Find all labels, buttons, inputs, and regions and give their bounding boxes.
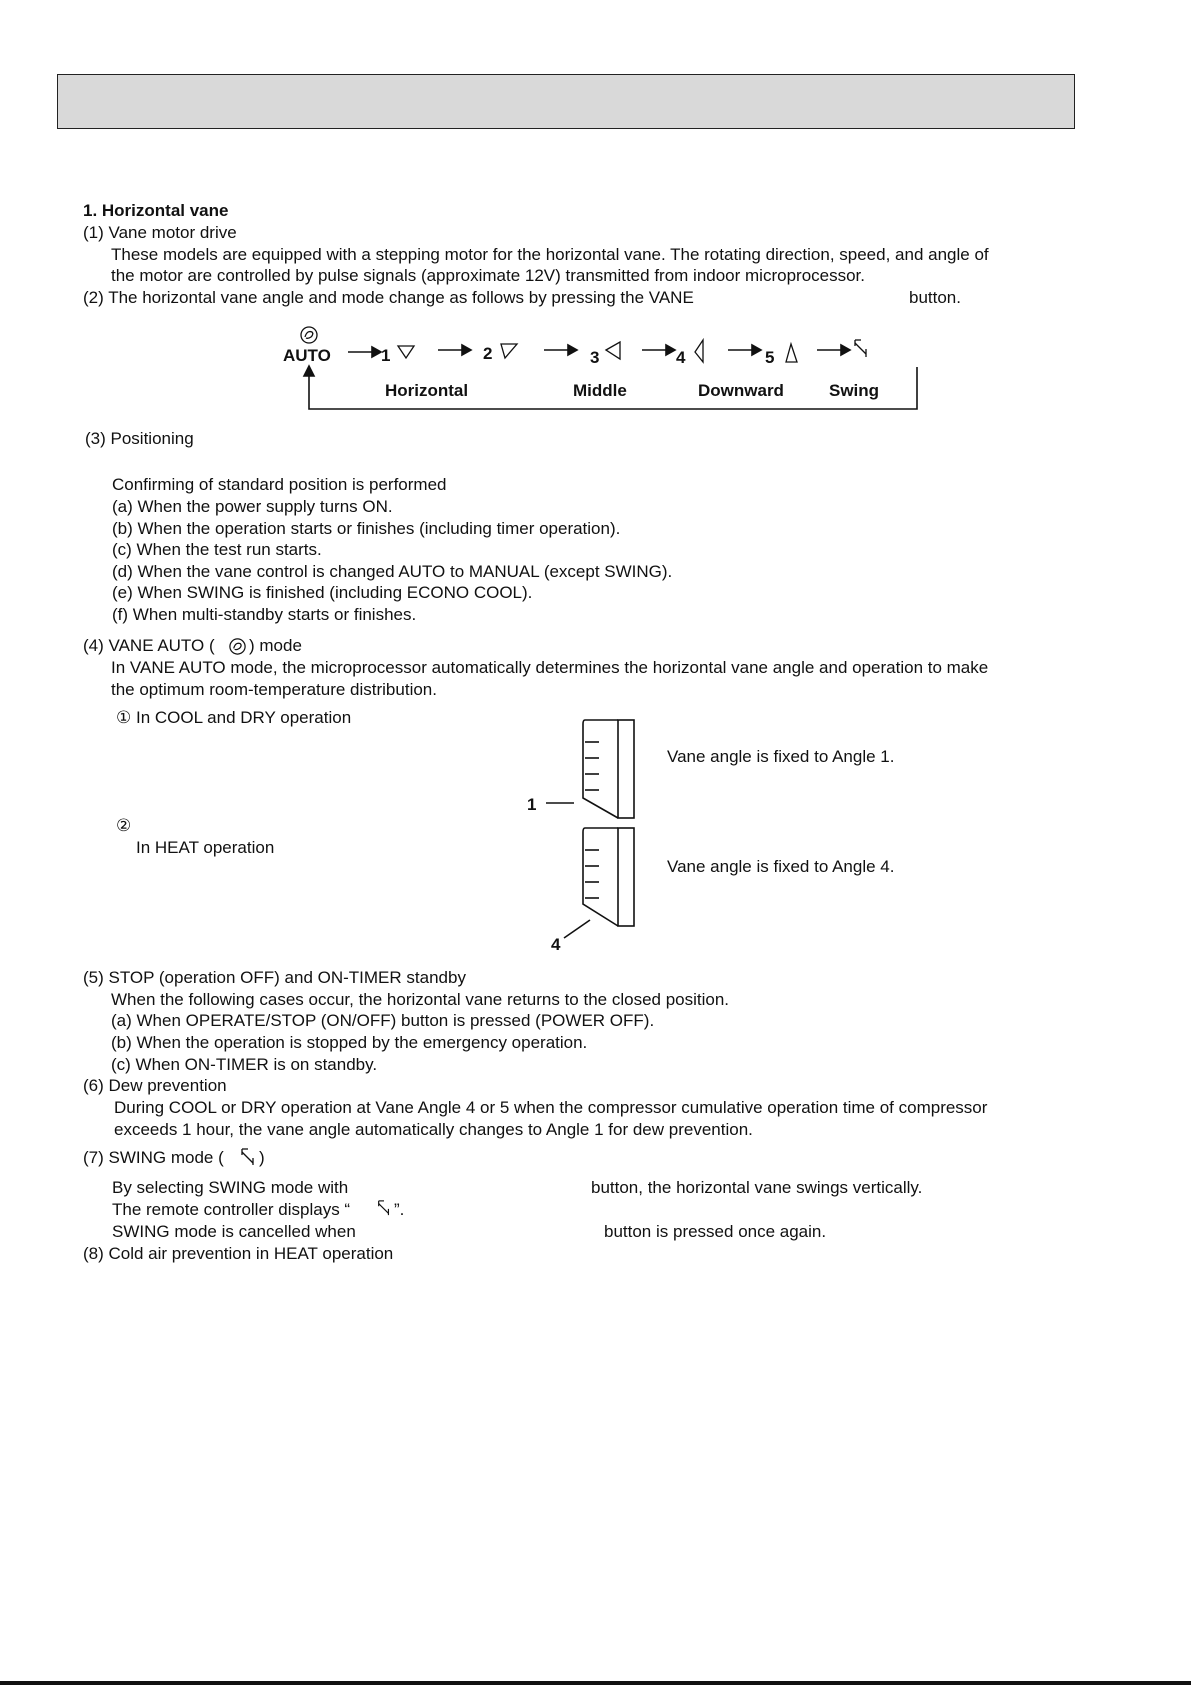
flow-step-1: 1 <box>381 346 391 365</box>
cool-vane-diagram <box>540 718 640 823</box>
item7-line3-end: button is pressed once again. <box>604 1222 827 1241</box>
item5-list-item: (c) When ON-TIMER is on standby. <box>111 1055 378 1074</box>
flow-group-middle: Middle <box>573 381 627 400</box>
item3-list-item: (b) When the operation starts or finishes (including timer operation). <box>112 519 621 538</box>
item7-line1-end: button, the horizontal vane swings vertically. <box>591 1178 923 1197</box>
item3-list-item: (c) When the test run starts. <box>112 540 322 559</box>
item4-title-suffix: ) mode <box>249 636 302 655</box>
item7-line2-end: ”. <box>394 1200 405 1219</box>
cool-caption: Vane angle is fixed to Angle 1. <box>667 747 895 766</box>
item4-title-prefix: (4) VANE AUTO ( <box>83 636 215 655</box>
swing-icon <box>239 1148 257 1166</box>
item5-intro: When the following cases occur, the horizontal vane returns to the closed position. <box>111 990 730 1009</box>
item1-line2: the motor are controlled by pulse signals (approximate 12V) transmitted from indoor microprocessor. <box>111 266 866 285</box>
item6-line2: exceeds 1 hour, the vane angle automatically changes to Angle 1 for dew prevention. <box>114 1120 753 1139</box>
angle4-icon <box>695 340 703 362</box>
vane-auto-icon <box>228 637 247 656</box>
item3-list-item: (a) When the power supply turns ON. <box>112 497 393 516</box>
swing-icon <box>376 1200 392 1216</box>
heat-vane-diagram <box>540 826 640 946</box>
angle2-icon <box>501 344 517 358</box>
item3-list-item: (e) When SWING is finished (including ECONO COOL). <box>112 583 533 602</box>
item3-list-item: (f) When multi-standby starts or finishes. <box>112 605 417 624</box>
item7-line1-start: By selecting SWING mode with <box>112 1178 349 1197</box>
bottom-rule <box>0 1681 1191 1685</box>
item6-title: (6) Dew prevention <box>83 1076 227 1095</box>
heat-caption: Vane angle is fixed to Angle 4. <box>667 857 895 876</box>
item3-title: (3) Positioning <box>85 429 194 448</box>
angle1-icon <box>398 346 414 358</box>
item5-list-item: (a) When OPERATE/STOP (ON/OFF) button is pressed (POWER OFF). <box>111 1011 655 1030</box>
item8-title: (8) Cold air prevention in HEAT operation <box>83 1244 394 1263</box>
heat-label: In HEAT operation <box>136 838 275 857</box>
item2-button-label: button. <box>909 288 961 307</box>
angle3-icon <box>606 342 620 359</box>
heat-angle-number: 4 <box>551 935 561 954</box>
flow-step-4: 4 <box>676 348 686 367</box>
item4-line2: the optimum room-temperature distribution. <box>111 680 437 699</box>
swing-icon <box>855 340 866 357</box>
flow-auto-label: AUTO <box>283 346 331 365</box>
item3-list-item: (d) When the vane control is changed AUTO to MANUAL (except SWING). <box>112 562 673 581</box>
item7-line3-start: SWING mode is cancelled when <box>112 1222 356 1241</box>
item1-title: (1) Vane motor drive <box>83 223 237 242</box>
flow-group-swing: Swing <box>829 381 880 400</box>
flow-group-downward: Downward <box>698 381 784 400</box>
item3-intro: Confirming of standard position is performed <box>112 475 447 494</box>
item1-line1: These models are equipped with a stepping motor for the horizontal vane. The rotating direction, speed, and angle of <box>111 245 989 264</box>
flow-step-2: 2 <box>483 344 493 363</box>
angle5-icon <box>786 344 797 362</box>
flow-group-horizontal: Horizontal <box>385 381 469 400</box>
flow-step-5: 5 <box>765 348 775 367</box>
cool-label: In COOL and DRY operation <box>136 708 352 727</box>
heat-marker: ② <box>116 816 132 835</box>
flow-step-3: 3 <box>590 348 600 367</box>
cool-marker: ① <box>116 708 132 727</box>
item7-title-suffix: ) <box>259 1148 265 1167</box>
item4-line1: In VANE AUTO mode, the microprocessor automatically determines the horizontal vane angle and operation to make <box>111 658 989 677</box>
item5-title: (5) STOP (operation OFF) and ON-TIMER standby <box>83 968 466 987</box>
cool-angle-number: 1 <box>527 795 537 814</box>
item6-line1: During COOL or DRY operation at Vane Angle 4 or 5 when the compressor cumulative operation time of compressor <box>114 1098 988 1117</box>
item5-list-item: (b) When the operation is stopped by the emergency operation. <box>111 1033 588 1052</box>
section-heading: 1. Horizontal vane <box>83 201 229 220</box>
item2-text: (2) The horizontal vane angle and mode change as follows by pressing the VANE <box>83 288 694 307</box>
item7-line2-start: The remote controller displays “ <box>112 1200 351 1219</box>
item7-title-prefix: (7) SWING mode ( <box>83 1148 224 1167</box>
